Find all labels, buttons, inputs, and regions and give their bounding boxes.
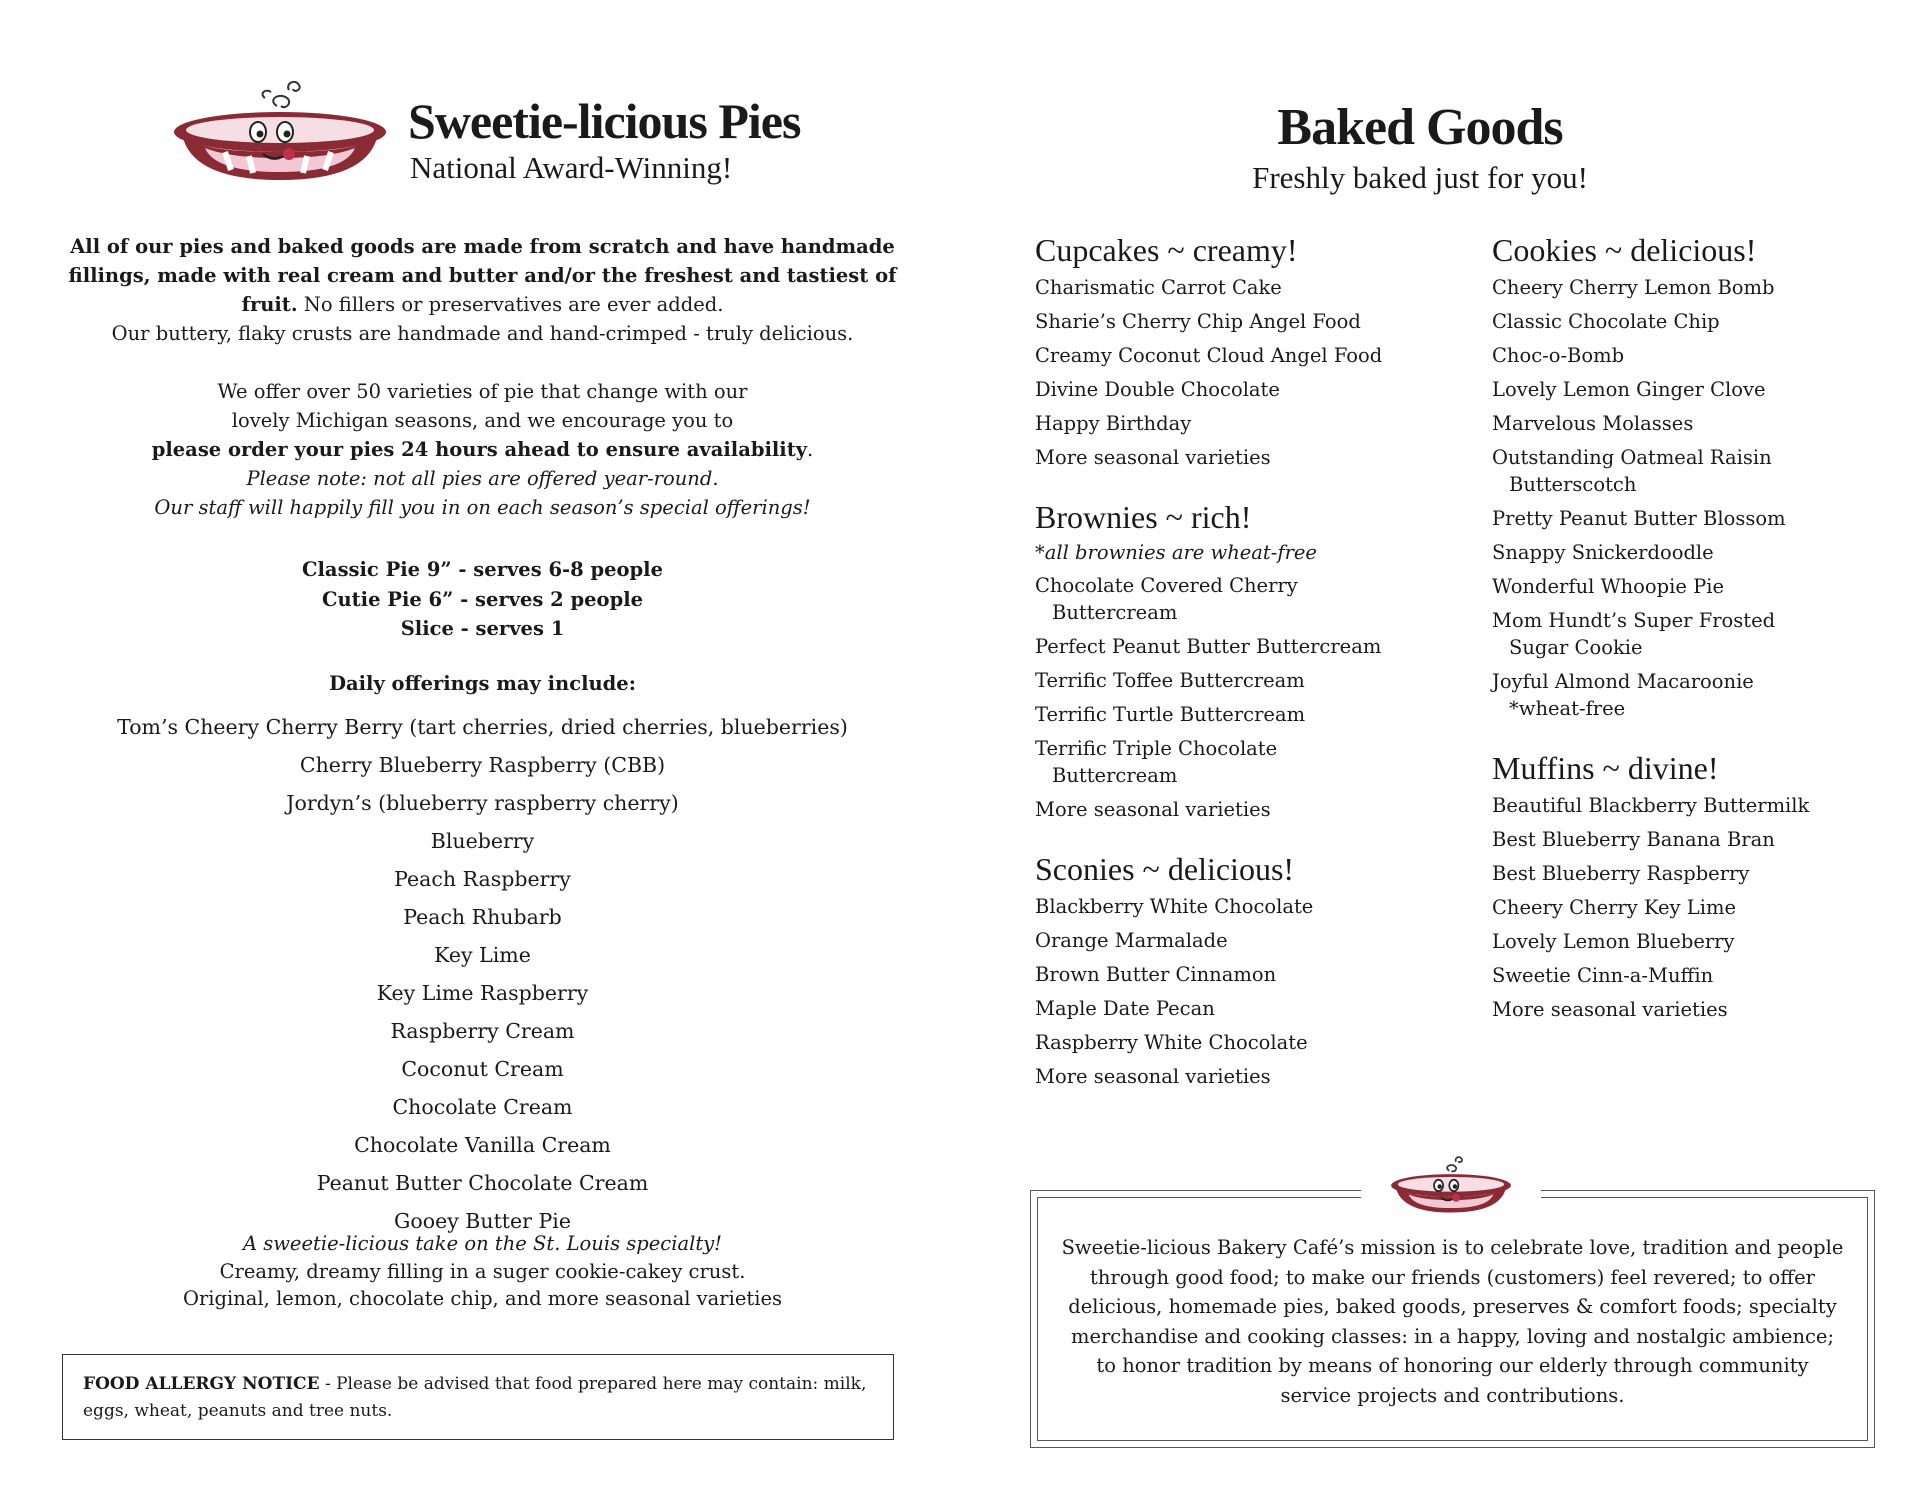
list-item: More seasonal varieties bbox=[1492, 998, 1728, 1021]
list-item: Choc-o-Bomb bbox=[1492, 344, 1625, 367]
brownies-note: *all brownies are wheat-free bbox=[1035, 541, 1317, 564]
list-item: Brown Butter Cinnamon bbox=[1035, 963, 1277, 986]
list-item: Happy Birthday bbox=[1035, 412, 1192, 435]
list-item: Lovely Lemon Ginger Clove bbox=[1492, 378, 1766, 401]
item-text-cont: Butterscotch bbox=[1509, 473, 1637, 496]
list-item bbox=[1035, 572, 1475, 626]
sconies-section bbox=[1035, 849, 1475, 1090]
size-cutie: Cutie Pie 6” - serves 2 people bbox=[321, 587, 644, 611]
cookies-heading: Cookies ~ delicious! bbox=[1492, 232, 1757, 268]
list-item: Chocolate Cream bbox=[392, 1095, 573, 1119]
list-item: Terrific Toffee Buttercream bbox=[1035, 669, 1305, 692]
food-allergy-notice bbox=[62, 1354, 894, 1440]
list-item: Wonderful Whoopie Pie bbox=[1492, 575, 1725, 598]
list-item: Pretty Peanut Butter Blossom bbox=[1492, 507, 1786, 530]
varieties-line-2: lovely Michigan seasons, and we encourage you to bbox=[231, 409, 734, 432]
gooey-description bbox=[60, 1230, 905, 1313]
item-text: Outstanding Oatmeal Raisin bbox=[1492, 446, 1772, 469]
item-text-cont: *wheat-free bbox=[1509, 697, 1626, 720]
list-item: Peanut Butter Chocolate Cream bbox=[316, 1171, 649, 1195]
intro-bold: All of our pies and baked goods are made from scratch and have handmade fillings, made with real cream and butter and/or the freshest and tastiest of fruit. bbox=[68, 235, 897, 316]
list-item: Charismatic Carrot Cake bbox=[1035, 276, 1282, 299]
item-text-cont: Sugar Cookie bbox=[1509, 636, 1643, 659]
list-item: More seasonal varieties bbox=[1035, 446, 1271, 469]
cookies-section bbox=[1492, 230, 1925, 722]
list-item: More seasonal varieties bbox=[1035, 1065, 1271, 1088]
list-item: Creamy Coconut Cloud Angel Food bbox=[1035, 344, 1383, 367]
varieties-line-1: We offer over 50 varieties of pie that change with our bbox=[217, 380, 748, 403]
list-item: Cheery Cherry Key Lime bbox=[1492, 896, 1736, 919]
list-item: Raspberry White Chocolate bbox=[1035, 1031, 1308, 1054]
list-item: Coconut Cream bbox=[401, 1057, 564, 1081]
right-page bbox=[1020, 0, 1925, 1488]
cupcakes-section bbox=[1035, 230, 1475, 471]
list-item: Marvelous Molasses bbox=[1492, 412, 1694, 435]
gooey-line-3: Original, lemon, chocolate chip, and more seasonal varieties bbox=[182, 1287, 782, 1310]
muffins-section bbox=[1492, 748, 1925, 1023]
list-item: Terrific Turtle Buttercream bbox=[1035, 703, 1306, 726]
pie-sizes bbox=[60, 555, 905, 644]
list-item: Raspberry Cream bbox=[390, 1019, 575, 1043]
list-item: Key Lime bbox=[434, 943, 531, 967]
gooey-line-2: Creamy, dreamy filling in a suger cookie-cakey crust. bbox=[219, 1259, 746, 1283]
list-item bbox=[1492, 607, 1925, 661]
allergy-heading: FOOD ALLERGY NOTICE bbox=[83, 1374, 320, 1394]
item-text-cont: Buttercream bbox=[1052, 764, 1178, 787]
mission-box bbox=[1030, 1190, 1875, 1448]
season-note-2-text: Our staff will happily fill you in on each season’s special offerings! bbox=[154, 496, 811, 519]
item-text-cont: Buttercream bbox=[1052, 601, 1178, 624]
pie-face-logo-icon bbox=[165, 72, 395, 187]
intro-rest: No fillers or preservatives are ever added. bbox=[297, 293, 724, 316]
brownies-heading: Brownies ~ rich! bbox=[1035, 499, 1252, 535]
menu-column-1 bbox=[1035, 230, 1475, 1116]
list-item bbox=[1492, 444, 1925, 498]
pie-list bbox=[60, 708, 905, 1240]
list-item: Sharie’s Cherry Chip Angel Food bbox=[1035, 310, 1361, 333]
item-text: Mom Hundt’s Super Frosted bbox=[1492, 609, 1776, 632]
list-item bbox=[1035, 735, 1475, 789]
baked-goods-subtitle: Freshly baked just for you! bbox=[1252, 160, 1588, 195]
menu-column-2 bbox=[1492, 230, 1925, 1049]
list-item: More seasonal varieties bbox=[1035, 798, 1271, 821]
list-item: Beautiful Blackberry Buttermilk bbox=[1492, 794, 1810, 817]
sconies-heading: Sconies ~ delicious! bbox=[1035, 851, 1295, 887]
list-item: Blueberry bbox=[430, 829, 535, 853]
size-slice: Slice - serves 1 bbox=[400, 617, 565, 640]
list-item: Orange Marmalade bbox=[1035, 929, 1228, 952]
list-item: Best Blueberry Raspberry bbox=[1492, 862, 1750, 885]
pie-face-logo-icon bbox=[1386, 1151, 1516, 1217]
list-item: Peach Raspberry bbox=[394, 867, 571, 891]
list-item: Divine Double Chocolate bbox=[1035, 378, 1280, 401]
season-note-2 bbox=[60, 493, 905, 522]
gooey-line-1: A sweetie-licious take on the St. Louis specialty! bbox=[242, 1232, 723, 1255]
list-item bbox=[1492, 668, 1925, 722]
list-item: Lovely Lemon Blueberry bbox=[1492, 930, 1735, 953]
item-text: Joyful Almond Macaroonie bbox=[1492, 670, 1754, 693]
intro-text bbox=[60, 232, 905, 522]
season-note-1 bbox=[60, 464, 905, 493]
list-item: Best Blueberry Banana Bran bbox=[1492, 828, 1775, 851]
list-item: Chocolate Vanilla Cream bbox=[354, 1133, 611, 1157]
list-item: Peach Rhubarb bbox=[403, 905, 562, 929]
list-item: Maple Date Pecan bbox=[1035, 997, 1215, 1020]
brand-title: Sweetie-licious Pies bbox=[408, 93, 801, 149]
cupcakes-heading: Cupcakes ~ creamy! bbox=[1035, 232, 1298, 268]
size-classic: Classic Pie 9” - serves 6-8 people bbox=[302, 558, 663, 581]
list-item: Jordyn’s (blueberry raspberry cherry) bbox=[286, 791, 679, 815]
muffins-heading: Muffins ~ divine! bbox=[1492, 750, 1719, 786]
list-item: Snappy Snickerdoodle bbox=[1492, 541, 1714, 564]
item-text: Terrific Triple Chocolate bbox=[1035, 737, 1278, 760]
order-ahead-period: . bbox=[807, 438, 814, 461]
list-item: Cherry Blueberry Raspberry (CBB) bbox=[299, 753, 666, 777]
allergy-text: - Please be advised that food prepared here may contain: milk, eggs, wheat, peanuts and tree nuts. bbox=[83, 1374, 867, 1421]
mission-statement: Sweetie-licious Bakery Café’s mission is to celebrate love, tradition and people through good food; to make our friends (customers) feel revered; to offer delicious, homemade pies, baked goods, preserves & comfort foods; specialty merchandise and cooking classes: in a happy, loving and nostalgic ambience; to honor tradition by means of honoring our elderly through community service projects and contributions. bbox=[1061, 1236, 1844, 1407]
brand-subtitle: National Award-Winning! bbox=[410, 150, 733, 185]
list-item: Tom’s Cheery Cherry Berry (tart cherries, dried cherries, blueberries) bbox=[117, 715, 848, 739]
season-note-1-text: Please note: not all pies are offered year-round. bbox=[246, 467, 719, 490]
list-item: Gooey Butter Pie bbox=[394, 1209, 571, 1233]
order-ahead-bold: please order your pies 24 hours ahead to ensure availability bbox=[151, 438, 808, 461]
list-item: Sweetie Cinn-a-Muffin bbox=[1492, 964, 1714, 987]
order-ahead-line bbox=[60, 435, 905, 464]
list-item: Cheery Cherry Lemon Bomb bbox=[1492, 276, 1775, 299]
brownies-section bbox=[1035, 497, 1475, 823]
item-text: Chocolate Covered Cherry bbox=[1035, 574, 1298, 597]
intro-paragraph-1 bbox=[60, 232, 905, 319]
list-item: Blackberry White Chocolate bbox=[1035, 895, 1314, 918]
list-item: Key Lime Raspberry bbox=[376, 981, 589, 1005]
baked-goods-title: Baked Goods bbox=[1277, 99, 1563, 156]
list-item: Perfect Peanut Butter Buttercream bbox=[1035, 635, 1382, 658]
list-item: Classic Chocolate Chip bbox=[1492, 310, 1720, 333]
daily-offerings-label: Daily offerings may include: bbox=[329, 672, 636, 695]
intro-crust-line: Our buttery, flaky crusts are handmade and hand-crimped - truly delicious. bbox=[111, 322, 854, 345]
